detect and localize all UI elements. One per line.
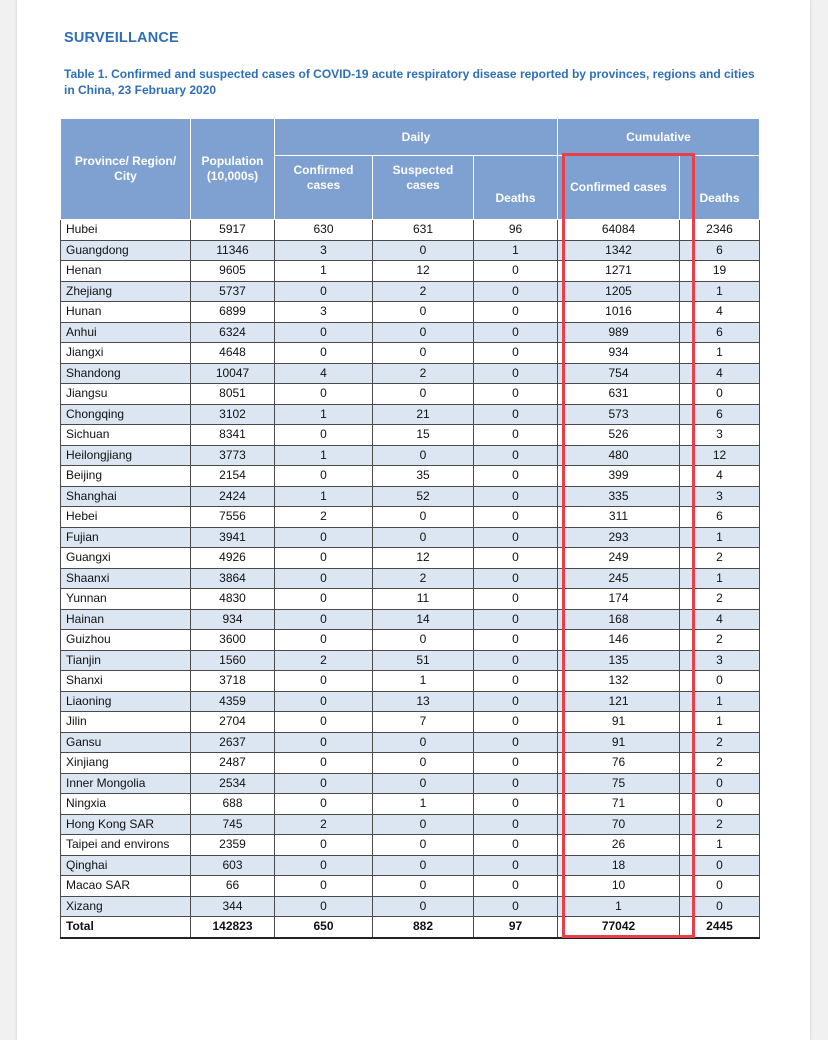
cell-cumulative-confirmed: 18 xyxy=(558,855,680,876)
cell-cumulative-deaths: 1 xyxy=(680,281,760,302)
cell-cumulative-deaths: 3 xyxy=(680,486,760,507)
cell-cumulative-confirmed: 71 xyxy=(558,794,680,815)
cell-daily-confirmed: 0 xyxy=(275,712,373,733)
cell-daily-suspected: 0 xyxy=(373,527,474,548)
cell-daily-confirmed: 3 xyxy=(275,240,373,261)
cell-daily-suspected: 631 xyxy=(373,220,474,241)
cell-population: 603 xyxy=(191,855,275,876)
cell-cumulative-deaths: 1 xyxy=(680,712,760,733)
cell-daily-confirmed: 0 xyxy=(275,466,373,487)
header-daily: Daily xyxy=(275,119,558,156)
cell-cumulative-deaths: 6 xyxy=(680,404,760,425)
total-cell-cumulative-deaths: 2445 xyxy=(680,917,760,938)
cell-daily-suspected: 2 xyxy=(373,281,474,302)
cell-province: Sichuan xyxy=(61,425,191,446)
cell-daily-confirmed: 1 xyxy=(275,261,373,282)
cell-population: 3773 xyxy=(191,445,275,466)
cell-population: 5917 xyxy=(191,220,275,241)
cell-daily-suspected: 0 xyxy=(373,876,474,897)
cell-cumulative-confirmed: 91 xyxy=(558,732,680,753)
cell-province: Shaanxi xyxy=(61,568,191,589)
cell-cumulative-deaths: 2 xyxy=(680,589,760,610)
total-cell-daily-confirmed: 650 xyxy=(275,917,373,938)
header-cumulative-deaths: Deaths xyxy=(680,156,760,220)
table-row xyxy=(61,343,760,364)
cell-cumulative-deaths: 1 xyxy=(680,343,760,364)
cell-daily-deaths: 96 xyxy=(474,220,558,241)
cell-daily-deaths: 0 xyxy=(474,630,558,651)
cell-daily-confirmed: 0 xyxy=(275,425,373,446)
cell-cumulative-deaths: 1 xyxy=(680,691,760,712)
table-row xyxy=(61,466,760,487)
cell-cumulative-deaths: 2 xyxy=(680,630,760,651)
cell-daily-deaths: 0 xyxy=(474,486,558,507)
cell-cumulative-confirmed: 26 xyxy=(558,835,680,856)
cell-daily-deaths: 0 xyxy=(474,589,558,610)
cell-daily-suspected: 0 xyxy=(373,343,474,364)
cell-cumulative-confirmed: 249 xyxy=(558,548,680,569)
cell-province: Guizhou xyxy=(61,630,191,651)
cell-daily-suspected: 21 xyxy=(373,404,474,425)
cell-population: 10047 xyxy=(191,363,275,384)
cell-cumulative-confirmed: 293 xyxy=(558,527,680,548)
cell-cumulative-deaths: 2346 xyxy=(680,220,760,241)
cell-cumulative-confirmed: 311 xyxy=(558,507,680,528)
table-caption: Table 1. Confirmed and suspected cases of COVID-19 acute respiratory disease reported by provinces, regions and cities in China, 23 February 2020 xyxy=(64,67,755,97)
cell-daily-deaths: 1 xyxy=(474,240,558,261)
cell-daily-confirmed: 0 xyxy=(275,794,373,815)
cell-daily-suspected: 0 xyxy=(373,240,474,261)
cell-cumulative-confirmed: 526 xyxy=(558,425,680,446)
cell-cumulative-confirmed: 1271 xyxy=(558,261,680,282)
cell-daily-deaths: 0 xyxy=(474,773,558,794)
cell-province: Hong Kong SAR xyxy=(61,814,191,835)
cell-cumulative-confirmed: 480 xyxy=(558,445,680,466)
cell-daily-suspected: 2 xyxy=(373,568,474,589)
cell-daily-confirmed: 2 xyxy=(275,814,373,835)
total-cell-daily-suspected: 882 xyxy=(373,917,474,938)
cell-population: 2359 xyxy=(191,835,275,856)
cell-daily-deaths: 0 xyxy=(474,732,558,753)
cell-population: 344 xyxy=(191,896,275,917)
total-cell-province: Total xyxy=(61,917,191,938)
cell-daily-deaths: 0 xyxy=(474,896,558,917)
cell-cumulative-deaths: 0 xyxy=(680,384,760,405)
cell-cumulative-deaths: 2 xyxy=(680,753,760,774)
cell-daily-deaths: 0 xyxy=(474,527,558,548)
cell-province: Ningxia xyxy=(61,794,191,815)
cell-province: Shanxi xyxy=(61,671,191,692)
cell-cumulative-confirmed: 989 xyxy=(558,322,680,343)
cell-cumulative-deaths: 0 xyxy=(680,794,760,815)
table-row xyxy=(61,814,760,835)
cell-cumulative-deaths: 1 xyxy=(680,527,760,548)
cell-cumulative-deaths: 3 xyxy=(680,425,760,446)
table-row xyxy=(61,691,760,712)
cell-cumulative-deaths: 0 xyxy=(680,773,760,794)
cell-daily-suspected: 51 xyxy=(373,650,474,671)
table-row xyxy=(61,876,760,897)
table-row xyxy=(61,732,760,753)
cell-province: Heilongjiang xyxy=(61,445,191,466)
cell-daily-suspected: 15 xyxy=(373,425,474,446)
cell-population: 4830 xyxy=(191,589,275,610)
header-province: Province/ Region/ City xyxy=(61,119,191,220)
cell-daily-suspected: 13 xyxy=(373,691,474,712)
cell-daily-deaths: 0 xyxy=(474,281,558,302)
cell-cumulative-confirmed: 631 xyxy=(558,384,680,405)
table-row xyxy=(61,322,760,343)
cell-cumulative-confirmed: 75 xyxy=(558,773,680,794)
cell-cumulative-confirmed: 64084 xyxy=(558,220,680,241)
cell-cumulative-confirmed: 10 xyxy=(558,876,680,897)
cell-province: Xinjiang xyxy=(61,753,191,774)
cell-cumulative-deaths: 6 xyxy=(680,240,760,261)
table-row xyxy=(61,486,760,507)
cell-population: 3718 xyxy=(191,671,275,692)
cell-daily-deaths: 0 xyxy=(474,814,558,835)
cell-cumulative-deaths: 0 xyxy=(680,671,760,692)
table-row xyxy=(61,794,760,815)
cell-daily-confirmed: 0 xyxy=(275,753,373,774)
cell-population: 2487 xyxy=(191,753,275,774)
section-heading: SURVEILLANCE xyxy=(64,30,179,46)
table-row xyxy=(61,609,760,630)
cell-cumulative-confirmed: 1342 xyxy=(558,240,680,261)
cell-cumulative-confirmed: 1 xyxy=(558,896,680,917)
header-daily-confirmed: Confirmed cases xyxy=(275,156,373,220)
cell-daily-suspected: 0 xyxy=(373,445,474,466)
table-row xyxy=(61,240,760,261)
cell-cumulative-deaths: 3 xyxy=(680,650,760,671)
cell-daily-confirmed: 0 xyxy=(275,527,373,548)
cell-daily-confirmed: 0 xyxy=(275,384,373,405)
cell-province: Yunnan xyxy=(61,589,191,610)
cell-province: Hebei xyxy=(61,507,191,528)
total-cell-daily-deaths: 97 xyxy=(474,917,558,938)
cell-cumulative-confirmed: 91 xyxy=(558,712,680,733)
cell-daily-deaths: 0 xyxy=(474,609,558,630)
cell-population: 1560 xyxy=(191,650,275,671)
cell-province: Shanghai xyxy=(61,486,191,507)
table-row xyxy=(61,630,760,651)
cell-daily-deaths: 0 xyxy=(474,794,558,815)
cell-population: 5737 xyxy=(191,281,275,302)
cell-province: Chongqing xyxy=(61,404,191,425)
cell-province: Macao SAR xyxy=(61,876,191,897)
cell-cumulative-confirmed: 1016 xyxy=(558,302,680,323)
cell-cumulative-deaths: 0 xyxy=(680,855,760,876)
cell-daily-confirmed: 3 xyxy=(275,302,373,323)
table-row xyxy=(61,855,760,876)
cell-population: 4926 xyxy=(191,548,275,569)
cell-daily-suspected: 0 xyxy=(373,773,474,794)
table-row xyxy=(61,363,760,384)
cell-cumulative-confirmed: 1205 xyxy=(558,281,680,302)
cell-daily-suspected: 2 xyxy=(373,363,474,384)
cell-daily-suspected: 0 xyxy=(373,814,474,835)
cell-daily-suspected: 11 xyxy=(373,589,474,610)
cell-daily-confirmed: 1 xyxy=(275,445,373,466)
total-cell-cumulative-confirmed: 77042 xyxy=(558,917,680,938)
cell-daily-confirmed: 2 xyxy=(275,650,373,671)
cell-daily-confirmed: 0 xyxy=(275,732,373,753)
cell-population: 7556 xyxy=(191,507,275,528)
document-page xyxy=(17,0,810,1040)
table-row xyxy=(61,753,760,774)
cell-daily-suspected: 12 xyxy=(373,261,474,282)
cell-daily-suspected: 1 xyxy=(373,671,474,692)
cell-cumulative-confirmed: 132 xyxy=(558,671,680,692)
cell-province: Qinghai xyxy=(61,855,191,876)
cell-cumulative-deaths: 4 xyxy=(680,466,760,487)
cell-daily-suspected: 0 xyxy=(373,384,474,405)
cell-population: 4359 xyxy=(191,691,275,712)
cell-daily-deaths: 0 xyxy=(474,466,558,487)
cell-province: Fujian xyxy=(61,527,191,548)
table-row xyxy=(61,712,760,733)
cases-table xyxy=(60,118,760,939)
table-row xyxy=(61,548,760,569)
table-row xyxy=(61,507,760,528)
cell-population: 2637 xyxy=(191,732,275,753)
cell-province: Xizang xyxy=(61,896,191,917)
cell-cumulative-confirmed: 399 xyxy=(558,466,680,487)
table-row xyxy=(61,896,760,917)
cell-cumulative-deaths: 1 xyxy=(680,835,760,856)
cell-population: 11346 xyxy=(191,240,275,261)
cell-daily-suspected: 0 xyxy=(373,732,474,753)
cell-population: 4648 xyxy=(191,343,275,364)
cell-province: Henan xyxy=(61,261,191,282)
cell-province: Shandong xyxy=(61,363,191,384)
cell-daily-confirmed: 1 xyxy=(275,404,373,425)
table-row xyxy=(61,650,760,671)
cell-daily-deaths: 0 xyxy=(474,445,558,466)
header-population: Population (10,000s) xyxy=(191,119,275,220)
table-row xyxy=(61,261,760,282)
cell-population: 9605 xyxy=(191,261,275,282)
cell-daily-suspected: 0 xyxy=(373,630,474,651)
cell-daily-deaths: 0 xyxy=(474,712,558,733)
header-daily-deaths: Deaths xyxy=(474,156,558,220)
table-row xyxy=(61,302,760,323)
cell-daily-confirmed: 0 xyxy=(275,322,373,343)
cell-daily-suspected: 0 xyxy=(373,896,474,917)
cell-province: Zhejiang xyxy=(61,281,191,302)
cell-province: Hunan xyxy=(61,302,191,323)
cell-population: 3600 xyxy=(191,630,275,651)
table-row xyxy=(61,527,760,548)
cell-daily-suspected: 0 xyxy=(373,753,474,774)
cell-daily-deaths: 0 xyxy=(474,425,558,446)
table-row xyxy=(61,425,760,446)
cell-daily-confirmed: 0 xyxy=(275,896,373,917)
cell-daily-suspected: 1 xyxy=(373,794,474,815)
cell-daily-suspected: 12 xyxy=(373,548,474,569)
cell-daily-confirmed: 0 xyxy=(275,343,373,364)
cell-daily-deaths: 0 xyxy=(474,671,558,692)
cell-cumulative-deaths: 0 xyxy=(680,876,760,897)
cell-daily-deaths: 0 xyxy=(474,691,558,712)
cell-cumulative-deaths: 0 xyxy=(680,896,760,917)
total-cell-population: 142823 xyxy=(191,917,275,938)
cell-daily-deaths: 0 xyxy=(474,548,558,569)
cell-province: Guangxi xyxy=(61,548,191,569)
table-row xyxy=(61,835,760,856)
cell-daily-deaths: 0 xyxy=(474,343,558,364)
cell-cumulative-deaths: 2 xyxy=(680,814,760,835)
cell-population: 66 xyxy=(191,876,275,897)
cell-daily-deaths: 0 xyxy=(474,322,558,343)
cell-daily-confirmed: 0 xyxy=(275,835,373,856)
cell-cumulative-confirmed: 174 xyxy=(558,589,680,610)
cell-cumulative-deaths: 6 xyxy=(680,507,760,528)
cell-daily-deaths: 0 xyxy=(474,876,558,897)
cell-cumulative-confirmed: 168 xyxy=(558,609,680,630)
table-row xyxy=(61,773,760,794)
cell-population: 2424 xyxy=(191,486,275,507)
cell-daily-suspected: 35 xyxy=(373,466,474,487)
cell-daily-deaths: 0 xyxy=(474,650,558,671)
cell-daily-deaths: 0 xyxy=(474,835,558,856)
cell-daily-deaths: 0 xyxy=(474,568,558,589)
header-cumulative-confirmed: Confirmed cases xyxy=(558,156,680,220)
cell-population: 6324 xyxy=(191,322,275,343)
cell-province: Hainan xyxy=(61,609,191,630)
cell-province: Inner Mongolia xyxy=(61,773,191,794)
cell-province: Beijing xyxy=(61,466,191,487)
cell-daily-confirmed: 630 xyxy=(275,220,373,241)
cell-daily-confirmed: 0 xyxy=(275,773,373,794)
cell-daily-confirmed: 0 xyxy=(275,630,373,651)
cell-daily-confirmed: 0 xyxy=(275,568,373,589)
cell-cumulative-deaths: 1 xyxy=(680,568,760,589)
cell-population: 2534 xyxy=(191,773,275,794)
cell-cumulative-confirmed: 335 xyxy=(558,486,680,507)
table-row xyxy=(61,671,760,692)
cell-daily-deaths: 0 xyxy=(474,855,558,876)
cell-daily-deaths: 0 xyxy=(474,404,558,425)
cell-population: 3864 xyxy=(191,568,275,589)
cell-daily-suspected: 0 xyxy=(373,507,474,528)
table-row-total xyxy=(61,917,760,938)
cell-province: Anhui xyxy=(61,322,191,343)
table-row xyxy=(61,220,760,241)
cell-cumulative-confirmed: 754 xyxy=(558,363,680,384)
table-body xyxy=(61,220,760,938)
cell-population: 2704 xyxy=(191,712,275,733)
cell-daily-suspected: 0 xyxy=(373,835,474,856)
cell-province: Guangdong xyxy=(61,240,191,261)
cell-province: Jilin xyxy=(61,712,191,733)
cell-cumulative-confirmed: 934 xyxy=(558,343,680,364)
table-row xyxy=(61,589,760,610)
cell-daily-suspected: 0 xyxy=(373,855,474,876)
cell-province: Jiangxi xyxy=(61,343,191,364)
cell-daily-suspected: 0 xyxy=(373,302,474,323)
cell-population: 2154 xyxy=(191,466,275,487)
cell-cumulative-confirmed: 135 xyxy=(558,650,680,671)
cell-daily-suspected: 0 xyxy=(373,322,474,343)
cell-population: 934 xyxy=(191,609,275,630)
cell-population: 745 xyxy=(191,814,275,835)
cell-cumulative-confirmed: 245 xyxy=(558,568,680,589)
cell-daily-confirmed: 0 xyxy=(275,281,373,302)
cell-daily-confirmed: 0 xyxy=(275,589,373,610)
cell-province: Taipei and environs xyxy=(61,835,191,856)
cell-province: Hubei xyxy=(61,220,191,241)
cell-cumulative-deaths: 2 xyxy=(680,732,760,753)
cell-province: Gansu xyxy=(61,732,191,753)
cell-population: 3941 xyxy=(191,527,275,548)
cell-cumulative-confirmed: 70 xyxy=(558,814,680,835)
cell-province: Tianjin xyxy=(61,650,191,671)
cell-cumulative-confirmed: 573 xyxy=(558,404,680,425)
cell-daily-suspected: 7 xyxy=(373,712,474,733)
cell-cumulative-deaths: 6 xyxy=(680,322,760,343)
table-row xyxy=(61,281,760,302)
cell-daily-confirmed: 0 xyxy=(275,548,373,569)
cell-daily-deaths: 0 xyxy=(474,507,558,528)
cell-population: 6899 xyxy=(191,302,275,323)
cell-province: Jiangsu xyxy=(61,384,191,405)
table-row xyxy=(61,404,760,425)
cell-daily-suspected: 14 xyxy=(373,609,474,630)
cell-daily-deaths: 0 xyxy=(474,753,558,774)
cell-cumulative-deaths: 2 xyxy=(680,548,760,569)
cell-daily-confirmed: 0 xyxy=(275,609,373,630)
cell-daily-confirmed: 0 xyxy=(275,671,373,692)
cell-daily-confirmed: 4 xyxy=(275,363,373,384)
cell-daily-deaths: 0 xyxy=(474,302,558,323)
cell-daily-deaths: 0 xyxy=(474,384,558,405)
cell-cumulative-confirmed: 121 xyxy=(558,691,680,712)
cell-daily-confirmed: 1 xyxy=(275,486,373,507)
cell-cumulative-deaths: 4 xyxy=(680,302,760,323)
cell-population: 8341 xyxy=(191,425,275,446)
cell-cumulative-confirmed: 76 xyxy=(558,753,680,774)
header-daily-suspected: Suspected cases xyxy=(373,156,474,220)
table-row xyxy=(61,384,760,405)
cell-cumulative-deaths: 4 xyxy=(680,609,760,630)
cell-daily-confirmed: 0 xyxy=(275,855,373,876)
cell-daily-confirmed: 2 xyxy=(275,507,373,528)
cell-cumulative-deaths: 19 xyxy=(680,261,760,282)
header-cumulative: Cumulative xyxy=(558,119,760,156)
cell-daily-confirmed: 0 xyxy=(275,691,373,712)
cell-daily-deaths: 0 xyxy=(474,261,558,282)
cell-daily-suspected: 52 xyxy=(373,486,474,507)
cell-cumulative-confirmed: 146 xyxy=(558,630,680,651)
table-row xyxy=(61,568,760,589)
cell-population: 8051 xyxy=(191,384,275,405)
cell-daily-deaths: 0 xyxy=(474,363,558,384)
table-row xyxy=(61,445,760,466)
cell-cumulative-deaths: 12 xyxy=(680,445,760,466)
cell-cumulative-deaths: 4 xyxy=(680,363,760,384)
cell-province: Liaoning xyxy=(61,691,191,712)
cell-population: 688 xyxy=(191,794,275,815)
table-header xyxy=(61,119,760,220)
cell-population: 3102 xyxy=(191,404,275,425)
cell-daily-confirmed: 0 xyxy=(275,876,373,897)
